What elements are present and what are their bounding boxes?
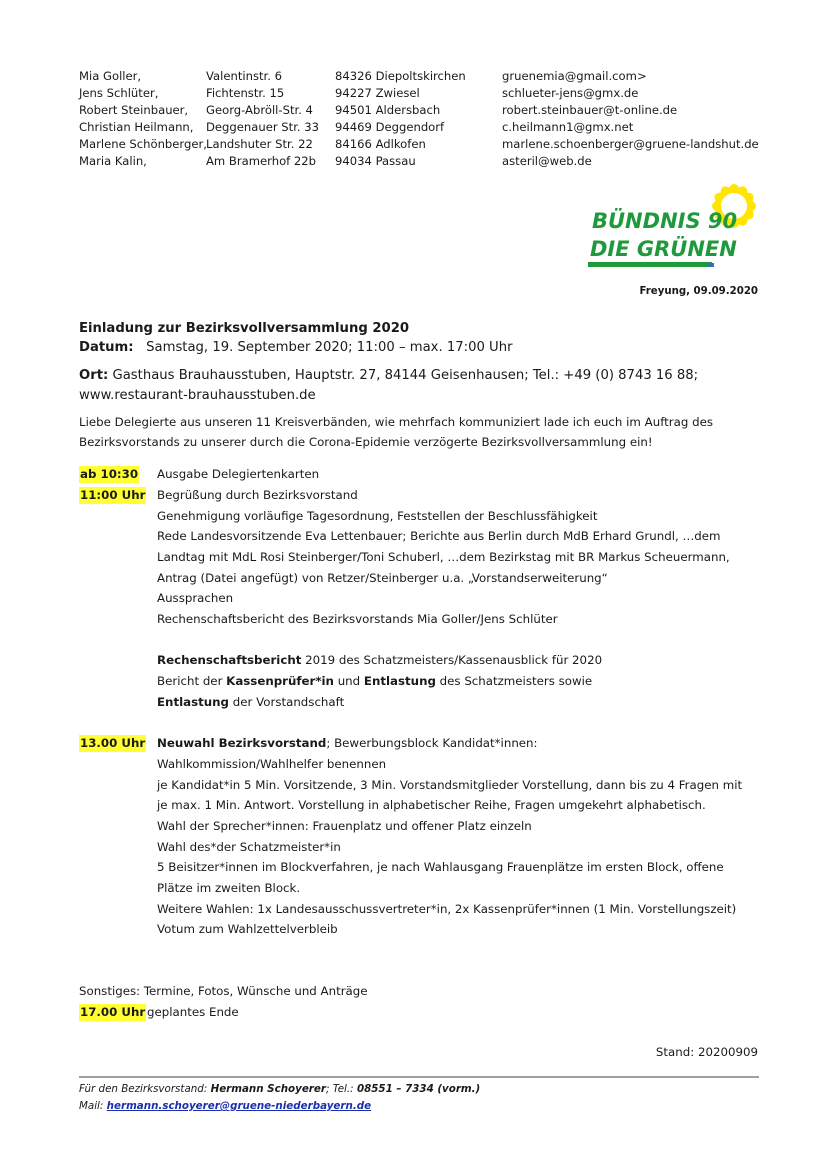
sender-emails-column [502,68,759,170]
agenda-item: Genehmigung vorläufige Tagesordnung, Feststellen der Beschlussfähigkeit [157,509,598,523]
footer-phone: 08551 – 7334 (vorm.) [356,1083,481,1095]
page-title: Einladung zur Bezirksvollversammlung 2020 [79,321,410,336]
misc-line: Sonstiges: Termine, Fotos, Wünsche und Anträge [79,984,368,998]
agenda-item [157,650,602,671]
agenda-item: Plätze im zweiten Block. [157,881,301,895]
intro-paragraph: Liebe Delegierte aus unseren 11 Kreisverbänden, wie mehrfach kommuniziert lade ich euch im Auftrag des Bezirksvorstands zu unserer durch die Corona-Epidemie verzögerte Bezirksvollversammlung ein! [79,415,713,449]
agenda-item: Ausgabe Delegiertenkarten [157,467,320,481]
sender-names-column [79,68,207,170]
time-badge-1700: 17.00 Uhr [80,1005,146,1019]
agenda-item: Landtag mit MdL Rosi Steinberger/Toni Schuberl, …dem Bezirkstag mit BR Markus Scheuermann, [157,550,730,564]
agenda-item [157,692,344,713]
footer-text: ; Tel.: [325,1083,357,1095]
agenda-item: Antrag (Datei angefügt) von Retzer/Steinberger u.a. „Vorstandserweiterung“ [157,571,608,585]
sender-name: Mia Goller, [79,69,142,83]
sender-email[interactable]: asteril@web.de [502,154,592,168]
agenda-text: Bericht der [157,674,227,688]
agenda-item: Weitere Wahlen: 1x Landesausschussvertreter*in, 2x Kassenprüfer*innen (1 Min. Vorstellungszeit) [157,902,737,916]
footer-name: Hermann Schoyerer [210,1083,326,1095]
sender-city: 94227 Zwiesel [335,86,420,100]
footer-text: Mail: [79,1100,107,1112]
sender-street: Valentinstr. 6 [206,69,282,83]
agenda-item: Wahlkommission/Wahlhelfer benennen [157,757,387,771]
agenda-item: 5 Beisitzer*innen im Blockverfahren, je nach Wahlausgang Frauenplätze im ersten Block, offene [157,860,724,874]
sender-name: Christian Heilmann, [79,120,194,134]
agenda-item: Votum zum Wahlzettelverbleib [157,922,338,936]
agenda-bold: Kassenprüfer*in [226,674,334,688]
footer-contact-line [79,1083,480,1095]
agenda-item: Wahl des*der Schatzmeister*in [157,840,341,854]
logo-line1: BÜNDNIS 90 [592,209,738,233]
location-value: Gasthaus Brauhausstuben, Hauptstr. 27, 84144 Geisenhausen; Tel.: +49 (0) 8743 16 88; www.restaurant-brauhausstuben.de [79,368,699,403]
time-badge-1100: 11:00 Uhr [80,488,146,502]
agenda-item: geplantes Ende [147,1005,239,1019]
sender-email[interactable]: schlueter-jens@gmx.de [502,86,639,100]
location-line [79,366,759,406]
footer-text: Für den Bezirksvorstand: [79,1083,211,1095]
sender-street: Landshuter Str. 22 [206,137,313,151]
agenda-item: Begrüßung durch Bezirksvorstand [157,488,358,502]
time-badge-1030: ab 10:30 [80,467,139,481]
agenda-text: 2019 des Schatzmeisters/Kassenausblick für 2020 [301,653,603,667]
agenda-item: je max. 1 Min. Antwort. Vorstellung in alphabetischer Reihe, Fragen umgekehrt alphabetisch. [157,798,706,812]
sender-streets-column [206,68,319,170]
agenda-bold: Entlastung [363,674,436,688]
sender-city: 94469 Deggendorf [335,120,445,134]
sender-street: Georg-Abröll-Str. 4 [206,103,313,117]
agenda-item: Rechenschaftsbericht des Bezirksvorstands Mia Goller/Jens Schlüter [157,612,558,626]
agenda-text: des Schatzmeisters sowie [435,674,593,688]
party-logo [582,160,782,276]
date-label: Datum: [79,340,134,355]
agenda-item: Rede Landesvorsitzende Eva Lettenbauer; Berichte aus Berlin durch MdB Erhard Grundl, …dem [157,529,721,543]
sender-street: Fichtenstr. 15 [206,86,285,100]
footer-divider [79,1076,759,1078]
sender-name: Robert Steinbauer, [79,103,189,117]
sender-name: Marlene Schönberger, [79,137,207,151]
location-label: Ort: [79,368,109,383]
footer-email-link[interactable]: hermann.schoyerer@gruene-niederbayern.de [106,1100,372,1112]
footer-mail-line [79,1100,371,1112]
agenda-item: Aussprachen [157,591,234,605]
agenda-item: Wahl der Sprecher*innen: Frauenplatz und offener Platz einzeln [157,819,532,833]
agenda-text: und [333,674,364,688]
sender-street: Deggenauer Str. 33 [206,120,320,134]
logo-line2: DIE GRÜNEN [590,237,737,261]
agenda-item: je Kandidat*in 5 Min. Vorsitzende, 3 Min. Vorstandsmitglieder Vorstellung, dann bis zu 4 Fragen mit [157,778,743,792]
place-date: Freyung, 09.09.2020 [639,286,758,297]
sender-cities-column [335,68,466,170]
sender-street: Am Bramerhof 22b [206,154,317,168]
sender-city: 94501 Aldersbach [335,103,441,117]
agenda-item [157,671,592,692]
agenda-text: ; Bewerbungsblock Kandidat*innen: [326,736,538,750]
date-line [79,340,513,355]
sender-name: Maria Kalin, [79,154,147,168]
sender-email[interactable]: gruenemia@gmail.com> [502,69,647,83]
sender-name: Jens Schlüter, [79,86,159,100]
sender-city: 94034 Passau [335,154,416,168]
agenda-bold: Entlastung [157,695,230,709]
document-version: Stand: 20200909 [655,1045,758,1059]
sender-city: 84326 Diepoltskirchen [335,69,466,83]
agenda-text: der Vorstandschaft [229,695,345,709]
agenda-bold: Neuwahl Bezirksvorstand [157,736,327,750]
time-badge-1300: 13.00 Uhr [80,736,146,750]
sender-email[interactable]: c.heilmann1@gmx.net [502,120,634,134]
sender-city: 84166 Adlkofen [335,137,426,151]
sender-email[interactable]: marlene.schoenberger@gruene-landshut.de [502,137,759,151]
agenda-item [157,733,538,754]
sender-email[interactable]: robert.steinbauer@t-online.de [502,103,678,117]
date-value: Samstag, 19. September 2020; 11:00 – max. 17:00 Uhr [146,340,513,355]
agenda-bold: Rechenschaftsbericht [157,653,302,667]
